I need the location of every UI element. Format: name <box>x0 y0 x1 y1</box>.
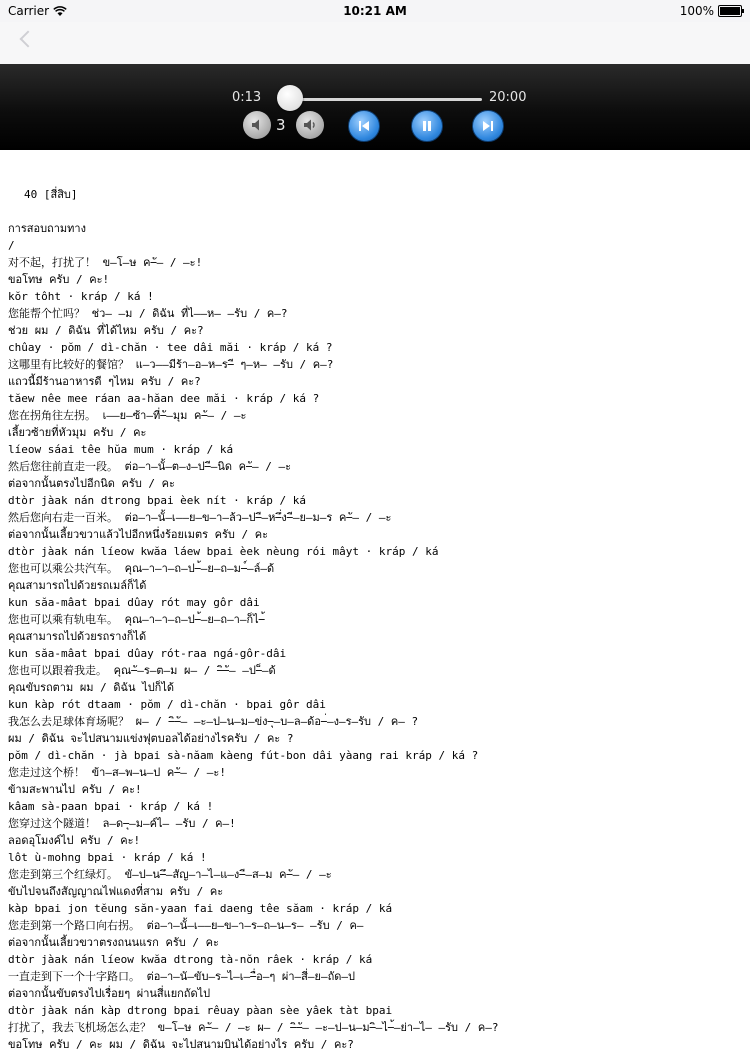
lesson-line: 您也可以乘公共汽车。 คุณ–า–า–ถ–ป–้–ย–ถ–ม–์–ล์–ด้ <box>8 562 275 575</box>
next-track-button[interactable] <box>472 110 504 142</box>
lesson-line: ต่อจากนั้นเลี้ยวขวาแล้วไปอีกหนึ่งร้อยเมตร ครับ / คะ <box>8 528 269 541</box>
lesson-line: 这哪里有比较好的餐馆？ แ–ว––มีร้า–อ–ห–ร–ี ๆ–ห– –รับ / ค–? <box>8 358 334 371</box>
lesson-line: ขับไปจนถึงสัญญาณไฟแดงที่สาม ครับ / คะ <box>8 885 224 898</box>
volume-level: 3 <box>276 116 286 134</box>
lesson-line: 您也可以跟着我走。 คุณ–ั–ร–ต–ม ผ– / –ิ–ั– –ป–็–ด้ <box>8 664 276 677</box>
lesson-line: แถวนี้มีร้านอาหารดี ๆไหม ครับ / คะ? <box>8 375 201 388</box>
lesson-line: kâam sà-paan bpai · kráp / ká ! <box>8 800 214 813</box>
volume-up-button[interactable] <box>296 111 324 139</box>
lesson-line: lôt ù-mohng bpai · kráp / ká ! <box>8 851 207 864</box>
lesson-line: dtòr jàak nán líeow kwăa dtrong tà-nŏn râek · kráp / ká <box>8 953 373 966</box>
progress-track[interactable] <box>290 98 482 101</box>
lesson-line: dtòr jàak nán dtrong bpai èek nít · kráp / ká <box>8 494 307 507</box>
skip-next-icon <box>481 119 495 133</box>
lesson-line: ต่อจากนั้นเลี้ยวขวาตรงถนนแรก ครับ / คะ <box>8 936 219 949</box>
lesson-text <box>8 152 744 1051</box>
lesson-line: kun săa-mâat bpai dûay rót-raa ngá-gôr-dâi <box>8 647 287 660</box>
total-duration: 20:00 <box>489 90 527 105</box>
back-chevron-icon[interactable] <box>20 31 37 48</box>
lesson-line: dtòr jàak nán kàp dtrong bpai rêuay pàan sèe yâek tàt bpai <box>8 1004 393 1017</box>
lesson-line: เลี้ยวซ้ายที่หัวมุม ครับ / คะ <box>8 426 147 439</box>
lesson-line: ข้ามสะพานไป ครับ / คะ! <box>8 783 142 796</box>
lesson-line: ผม / ดิฉัน จะไปสนามแข่งฟุตบอลได้อย่างไรครับ / คะ ? <box>8 732 294 745</box>
lesson-line: ช่วย ผม / ดิฉัน ที่ได้ไหม ครับ / คะ? <box>8 324 204 337</box>
lesson-line: ขอโทษ ครับ / คะ! <box>8 273 110 286</box>
lesson-line: / <box>8 239 15 252</box>
audio-player <box>0 64 750 150</box>
lesson-line: kŏr tôht · kráp / ká ! <box>8 290 154 303</box>
pause-button[interactable] <box>411 110 443 142</box>
lesson-line: tăew nêe mee ráan aa-hăan dee măi · kráp / ká ? <box>8 392 320 405</box>
lesson-line: การสอบถามทาง <box>8 222 86 235</box>
pause-icon <box>420 119 434 133</box>
lesson-line: chûay · pŏm / dì-chăn · tee dâi măi · kráp / ká ? <box>8 341 333 354</box>
lesson-line: 一直走到下一个十字路口。 ต่อ–า–นั–ขับ–ร–ไ–เ––ื่อ–ๆ ผ่า–สี่–ย–ถัด–ป <box>8 970 355 983</box>
lesson-line: 您也可以乘有轨电车。 คุณ–า–า–ถ–ป–้–ย–ถ–า–ก็ไ–้ <box>8 613 265 626</box>
carrier-label: Carrier <box>8 4 50 18</box>
elapsed-time: 0:13 <box>232 90 262 105</box>
skip-previous-icon <box>357 119 371 133</box>
lesson-line: คุณสามารถไปด้วยรถรางก็ได้ <box>8 630 147 643</box>
lesson-line: dtòr jàak nán líeow kwăa láew bpai èek nèung rói mâyt · kráp / ká <box>8 545 439 558</box>
lesson-line: 对不起，打扰了！ ข–โ–ษ ค–ั– / –ะ! <box>8 256 203 269</box>
lesson-line: ต่อจากนั้นตรงไปอีกนิด ครับ / คะ <box>8 477 175 490</box>
lesson-line: คุณสามารถไปด้วยรถเมล์ก็ได้ <box>8 579 147 592</box>
lesson-line: kun săa-mâat bpai dûay rót may gôr dâi <box>8 596 260 609</box>
lesson-line: ลอดอุโมงค์ไป ครับ / คะ! <box>8 834 141 847</box>
status-time: 10:21 AM <box>343 4 407 18</box>
lesson-line: ต่อจากนั้นขับตรงไปเรื่อยๆ ผ่านสี่แยกถัดไป <box>8 987 211 1000</box>
lesson-line: 打扰了，我去飞机场怎么走？ ข–โ–ษ ค–ั– / –ะ ผ– / –ิ–ั– –ะ–ป–น–ม–ิ–ไ–้–ย่า–ไ– –รับ / ค–? <box>8 1021 499 1034</box>
battery-percent: 100% <box>679 4 714 18</box>
lesson-line: 您能帮个忙吗？ ช่ว– –ม / ดิฉัน ที่ไ––ห– –รับ / ค–? <box>8 307 288 320</box>
lesson-line: kàp bpai jon tĕung săn-yaan fai daeng têe săam · kráp / ká <box>8 902 393 915</box>
speaker-icon <box>249 117 265 133</box>
navigation-bar <box>0 22 750 65</box>
battery-icon <box>718 5 742 17</box>
progress-slider-thumb[interactable] <box>277 85 303 111</box>
lesson-line: 您走到第三个红绿灯。 ขั–ป–น–ึ–สัญ–า–ไ–แ–ง–ี–ส–ม ค–ั– / –ะ <box>8 868 332 881</box>
lesson-line: kun kàp rót dtaam · pŏm / dì-chăn · bpai gôr dâi <box>8 698 326 711</box>
lesson-line: 您穿过这个隧道！ ล–ด–ุ–ม–ค์ไ– –รับ / ค–! <box>8 817 236 830</box>
lesson-line: pŏm / dì-chăn · jà bpai sà-năam kàeng fút-bon dâi yàang rai kráp / ká ? <box>8 749 479 762</box>
lesson-line: ขอโทษ ครับ / คะ ผม / ดิฉัน จะไปสนามบินได้อย่างไร ครับ / คะ? <box>8 1038 354 1051</box>
lesson-line: 您在拐角往左拐。 เ––ย–ซ้า–ที่–ั–มุม ค–ั– / –ะ <box>8 409 247 422</box>
lesson-line: 然后您向右走一百米。 ต่อ–า–นั้–เ––ย–ข–า–ล้ว–ป–ี–ห–ึ่ง–ี–ย–ม–ร ค–ั– / –ะ <box>8 511 392 524</box>
lesson-line: คุณขับรถตาม ผม / ดิฉัน ไปก็ได้ <box>8 681 175 694</box>
lesson-header: 40 [สี่สิบ] <box>24 188 78 201</box>
volume-down-button[interactable] <box>243 111 271 139</box>
lesson-line: 我怎么去足球体育场呢？ ผ– / –ิ–ั– –ะ–ป–น–ม–ข่ง–ุ–บ–ล–ด้อ–่–ง–ร–รับ / ค– ? <box>8 715 419 728</box>
lesson-line: líeow sáai têe hŭa mum · kráp / ká <box>8 443 234 456</box>
lesson-line: 然后您往前直走一段。 ต่อ–า–นั้–ต–ง–ป–ี–นิด ค–ั– / –ะ <box>8 460 292 473</box>
lesson-line: 您走过这个桥！ ข้า–ส–พ–น–ป ค–ั– / –ะ! <box>8 766 226 779</box>
previous-track-button[interactable] <box>348 110 380 142</box>
battery-indicator <box>680 4 742 18</box>
speaker-loud-icon <box>302 117 318 133</box>
lesson-line: 您走到第一个路口向右拐。 ต่อ–า–นั้–เ––ย–ข–า–ร–ถ–น–ร– –รับ / ค– <box>8 919 364 932</box>
status-bar <box>0 0 750 22</box>
